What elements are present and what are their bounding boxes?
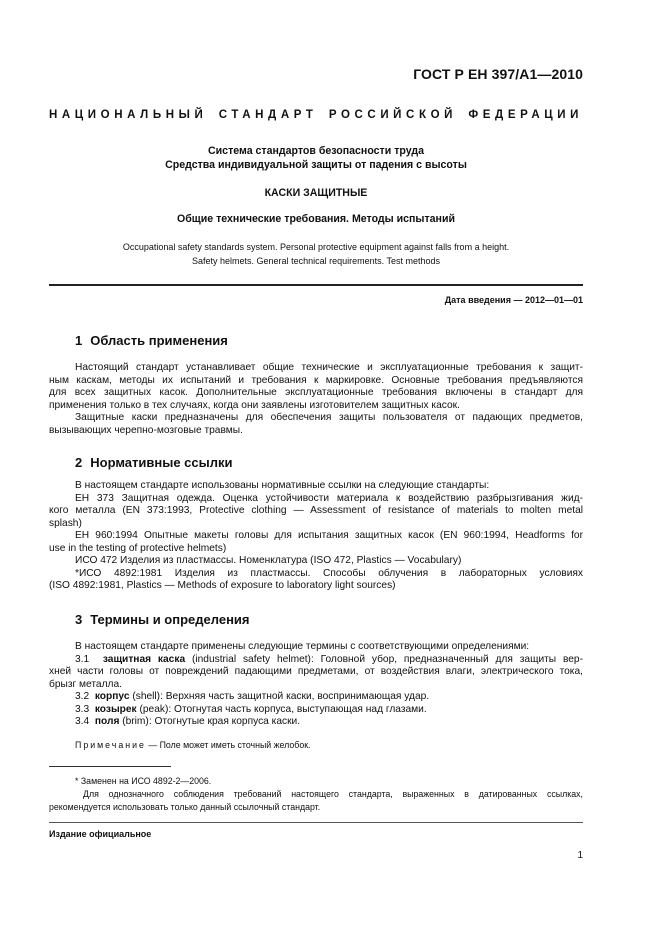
section-1-heading bbox=[75, 333, 228, 348]
term-number: 3.4 bbox=[75, 716, 90, 727]
text-line: splash) bbox=[49, 517, 82, 529]
term-definition: (brim): Отогнутые края корпуса каски. bbox=[119, 716, 301, 727]
text-line: применения только в тех случаях, когда они заявлены изготовителем защитных касок. bbox=[49, 399, 460, 411]
system-title-line2: Средства индивидуальной защиты от падения с высоты bbox=[165, 159, 467, 171]
text-line: ным каскам, методы их испытаний и требования к маркировке. Основные требования предъявляются bbox=[49, 374, 583, 386]
national-standard-banner bbox=[49, 109, 583, 121]
term-3-4 bbox=[49, 716, 583, 729]
term-name: поля bbox=[94, 716, 120, 727]
term-definition: (shell): Верхняя часть защитной каски, воспринимающая удар. bbox=[129, 691, 430, 702]
document-main-title: КАСКИ ЗАЩИТНЫЕ bbox=[264, 187, 368, 199]
term-3-3 bbox=[49, 704, 583, 717]
banner-word: НАЦИОНАЛЬНЫЙ bbox=[49, 109, 208, 121]
footnote-line: Для однозначного соблюдения требований настоящего стандарта, выраженных в датированных ссылках, bbox=[83, 789, 583, 799]
english-title-line2: Safety helmets. General technical requirements. Test methods bbox=[192, 256, 440, 266]
banner-word: РОССИЙСКОЙ bbox=[328, 109, 457, 121]
section-2-heading bbox=[75, 455, 232, 470]
text-line: use in the testing of protective helmets) bbox=[49, 542, 227, 554]
term-name: козырек bbox=[94, 703, 137, 715]
section-1-body bbox=[49, 362, 583, 437]
text-line: ЕН 373 Защитная одежда. Оценка устойчивости материала к воздействию разбрызгивания жид- bbox=[75, 492, 583, 504]
text-line: хней части головы от повреждений падающими предметами, от воздействия влаги, электрического тока, bbox=[49, 666, 583, 677]
term-definition: (industrial safety helmet): Головной убор, предназначенный для защиты вер- bbox=[185, 653, 583, 665]
text-line: *ИСО 4892:1981 Изделия из пластмассы. Способы облучения в лабораторных условиях bbox=[75, 567, 583, 579]
section-number: 2 bbox=[75, 455, 83, 470]
bottom-divider bbox=[49, 822, 583, 823]
term-definition: (peak): Отогнутая часть корпуса, выступающая над глазами. bbox=[136, 703, 427, 715]
term-number: 3.1 bbox=[75, 653, 90, 665]
section-number: 1 bbox=[75, 333, 83, 348]
section-title: Нормативные ссылки bbox=[90, 455, 233, 470]
text-line: кого металла (EN 373:1993, Protective clothing — Assessment of resistance of materials to molten metal bbox=[49, 505, 583, 516]
term-3-1 bbox=[49, 654, 583, 667]
text-line: брызг металла. bbox=[49, 678, 122, 690]
edition-label: Издание официальное bbox=[49, 829, 152, 839]
text-line: В настоящем стандарте применены следующие термины с соответствующими определениями: bbox=[75, 641, 530, 652]
footnote-1: * Заменен на ИСО 4892-2—2006. bbox=[75, 776, 212, 786]
section-3-body bbox=[49, 641, 583, 729]
english-title-line1: Occupational safety standards system. Personal protective equipment against falls from a height. bbox=[122, 242, 510, 252]
title-divider bbox=[49, 284, 583, 286]
text-line: для всех защитных касок. Дополнительные эксплуатационные требования включены в стандарт для bbox=[49, 387, 583, 398]
banner-word: ФЕДЕРАЦИИ bbox=[468, 109, 583, 121]
term-number: 3.3 bbox=[75, 703, 90, 715]
text-line: Настоящий стандарт устанавливает общие технические и эксплуатационные требования к защит- bbox=[75, 362, 583, 373]
page-number: 1 bbox=[577, 850, 583, 861]
footnote-line: рекомендуется использовать только данный ссылочный стандарт. bbox=[49, 802, 321, 812]
document-subtitle: Общие технические требования. Методы испытаний bbox=[177, 213, 455, 225]
note bbox=[75, 740, 311, 750]
note-text: — Поле может иметь сточный желобок. bbox=[145, 740, 311, 750]
text-line: ИСО 472 Изделия из пластмассы. Номенклатура (ISO 472, Plastics — Vocabulary) bbox=[75, 555, 462, 566]
term-name: корпус bbox=[94, 691, 130, 702]
footnote-divider bbox=[49, 766, 171, 767]
footnotes bbox=[49, 775, 583, 814]
standard-code: ГОСТ Р ЕН 397/А1—2010 bbox=[413, 66, 583, 82]
system-title-line1: Система стандартов безопасности труда bbox=[208, 145, 424, 157]
effective-date: Дата введения — 2012—01—01 bbox=[444, 295, 583, 305]
note-label: Примечание bbox=[75, 740, 146, 750]
text-line: вызывающих черепно-мозговые травмы. bbox=[49, 424, 243, 436]
section-2-body bbox=[49, 480, 583, 593]
text-line: Защитные каски предназначены для обеспечения защиты пользователя от падающих предметов, bbox=[75, 412, 583, 423]
section-title: Термины и определения bbox=[90, 612, 250, 627]
term-name: защитная каска bbox=[102, 653, 186, 665]
section-title: Область применения bbox=[90, 333, 228, 348]
section-3-heading bbox=[75, 612, 250, 627]
text-line: ЕН 960:1994 Опытные макеты головы для испытания защитных касок (EN 960:1994, Headforms for bbox=[75, 530, 583, 541]
section-number: 3 bbox=[75, 612, 83, 627]
term-3-2 bbox=[49, 691, 583, 704]
text-line: (ISO 4892:1981, Plastics — Methods of exposure to laboratory light sources) bbox=[49, 580, 396, 591]
banner-word: СТАНДАРТ bbox=[218, 109, 318, 121]
text-line: В настоящем стандарте использованы нормативные ссылки на следующие стандарты: bbox=[75, 480, 490, 491]
term-number: 3.2 bbox=[75, 691, 90, 702]
